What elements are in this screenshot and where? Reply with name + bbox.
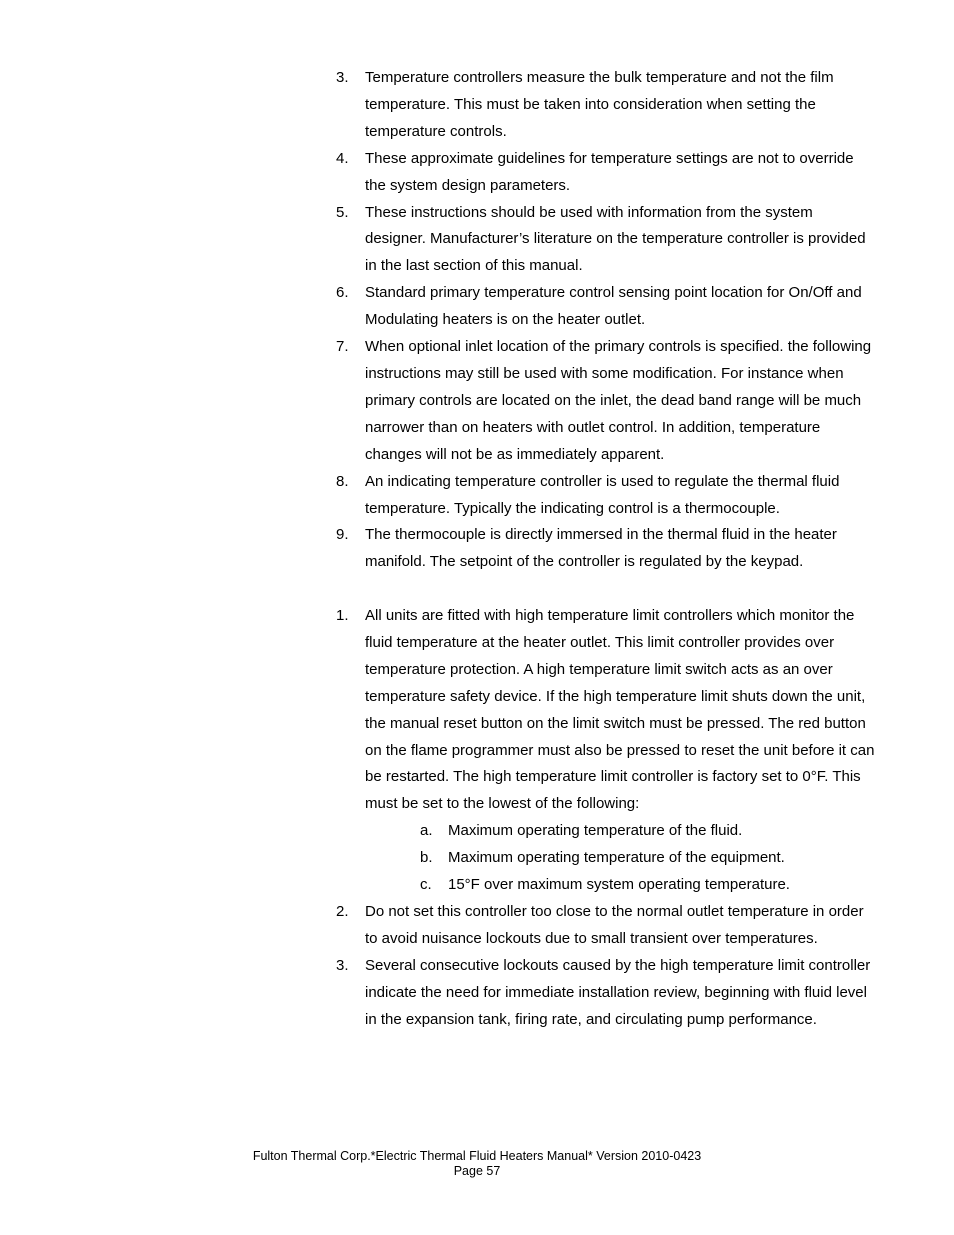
page-number: Page 57 bbox=[453, 1164, 501, 1178]
item-text: Do not set this controller too close to the normal outlet temperature in order to avoid nuisance lockouts due to small transient over temperatures. bbox=[365, 902, 864, 947]
sublist-item bbox=[420, 845, 876, 872]
item-text: These instructions should be used with information from the system designer. Manufacturer’s literature on the temperature controller is provided in the last section of this manual. bbox=[365, 203, 866, 275]
sub-item-text: 15°F over maximum system operating temperature. bbox=[448, 876, 790, 894]
list-item bbox=[336, 146, 876, 200]
item-text: All units are fitted with high temperature limit controllers which monitor the fluid temperature at the heater outlet. This limit controller provides over temperature protection. A high temperature limit switch acts as an over temperature safety device. If the high temperature limit shuts down the unit, the manual reset button on the limit switch must be pressed. The red button on the flame programmer must also be pressed to reset the unit before it can be restarted. The high temperature limit controller is factory set to 0°F. This must be set to the lowest of the following: bbox=[365, 607, 875, 813]
item-number: 5. bbox=[336, 203, 349, 221]
list-item bbox=[336, 603, 876, 899]
list-item bbox=[336, 469, 876, 523]
sub-item-text: Maximum operating temperature of the equipment. bbox=[448, 849, 785, 867]
temperature-controller-notes-list bbox=[336, 65, 876, 576]
item-number: 3. bbox=[336, 956, 349, 974]
item-text: These approximate guidelines for temperature settings are not to override the system design parameters. bbox=[365, 149, 854, 194]
item-number: 2. bbox=[336, 902, 349, 920]
list-item bbox=[336, 899, 876, 953]
sub-item-letter: a. bbox=[420, 822, 433, 840]
item-text: When optional inlet location of the primary controls is specified. the following instructions may still be used with some modification. For instance when primary controls are located on the inlet, the dead band range will be much narrower than on heaters with outlet control. In addition, temperature changes will not be as immediately apparent. bbox=[365, 338, 872, 463]
item-text: An indicating temperature controller is used to regulate the thermal fluid temperature. Typically the indicating control is a thermocouple. bbox=[365, 472, 840, 517]
list-item bbox=[336, 65, 876, 146]
footer-manual-title: Fulton Thermal Corp.*Electric Thermal Fluid Heaters Manual* Version 2010-0423 bbox=[252, 1149, 702, 1163]
item-number: 3. bbox=[336, 69, 349, 86]
item-number: 1. bbox=[336, 607, 349, 624]
item-text: Temperature controllers measure the bulk temperature and not the film temperature. This must be taken into consideration when setting the temperature controls. bbox=[365, 69, 834, 140]
item-number: 8. bbox=[336, 472, 349, 490]
sublist-item bbox=[420, 818, 876, 845]
list-item bbox=[336, 200, 876, 281]
setting-criteria-sublist bbox=[420, 818, 876, 899]
item-text: Several consecutive lockouts caused by the high temperature limit controller indicate the need for immediate installation review, beginning with fluid level in the expansion tank, firing rate, and circulating pump performance. bbox=[365, 956, 871, 1028]
sub-item-text: Maximum operating temperature of the fluid. bbox=[448, 822, 743, 840]
item-number: 7. bbox=[336, 338, 349, 356]
page-footer bbox=[0, 1149, 954, 1179]
list-item bbox=[336, 522, 876, 576]
sub-item-letter: c. bbox=[420, 876, 432, 894]
item-number: 9. bbox=[336, 526, 349, 544]
list-item bbox=[336, 334, 876, 469]
sublist-item bbox=[420, 872, 876, 899]
sub-item-letter: b. bbox=[420, 849, 433, 867]
list-item bbox=[336, 280, 876, 334]
list-item bbox=[336, 953, 876, 1034]
item-number: 4. bbox=[336, 149, 349, 167]
item-text: Standard primary temperature control sensing point location for On/Off and Modulating heaters is on the heater outlet. bbox=[365, 284, 862, 329]
high-limit-controller-list bbox=[336, 603, 876, 1034]
item-text: The thermocouple is directly immersed in the thermal fluid in the heater manifold. The setpoint of the controller is regulated by the keypad. bbox=[365, 526, 837, 571]
item-number: 6. bbox=[336, 284, 349, 302]
